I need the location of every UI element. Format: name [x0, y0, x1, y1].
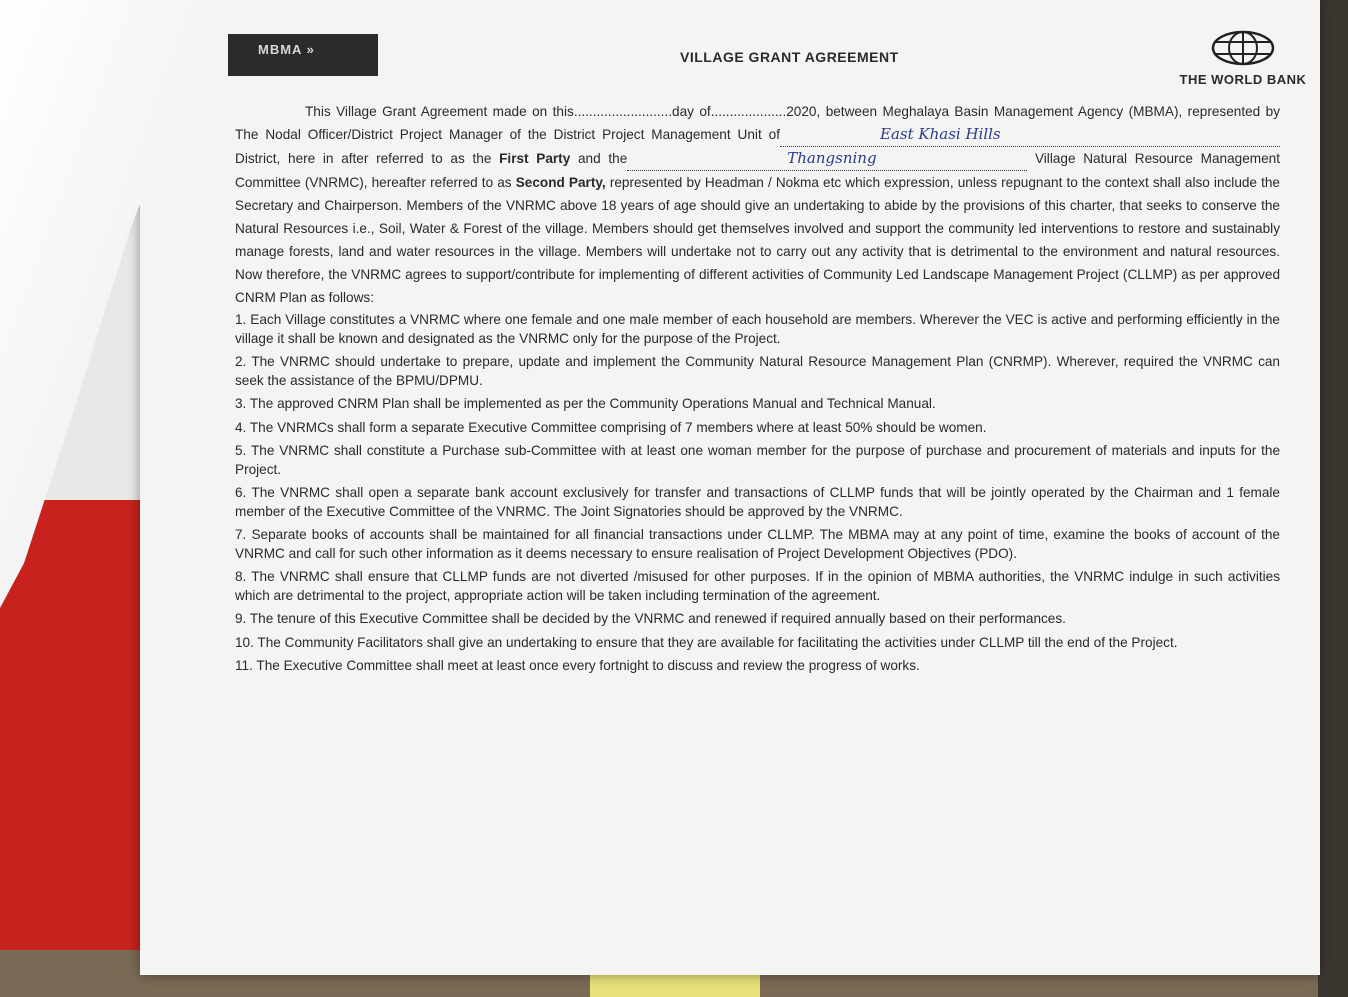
clause-item: 4. The VNRMCs shall form a separate Executive Committee comprising of 7 members where at least 50% should be women. [235, 419, 987, 435]
clause-item: 3. The approved CNRM Plan shall be implemented as per the Community Operations Manual and Technical Manual. [235, 396, 936, 411]
clause-item: 8. The VNRMC shall ensure that CLLMP funds are not diverted /misused for other purposes. If in the opinion of MBMA authorities, the VNRMC indulge in such activities which are detrimental to the project, appropriate action will be taken including termination of the agreement. [235, 569, 1280, 603]
clause-item: 9. The tenure of this Executive Committee shall be decided by the VNRMC and renewed if required annually based on their performances. [235, 611, 1066, 626]
district-fill-line [780, 123, 1280, 147]
first-party-label: First Party [499, 151, 571, 166]
clause-item: 7. Separate books of accounts shall be maintained for all financial transactions under CLLMP. The MBMA may at any point of time, examine the books of account of the VNRMC and call for such other information as it deems necessary to ensure realisation of Project Development Objectives (PDO). [235, 527, 1280, 561]
globe-icon [1208, 30, 1278, 66]
mbma-logo: MBMA » [228, 34, 378, 76]
clause-item: 2. The VNRMC should undertake to prepare, update and implement the Community Natural Resource Management Plan (CNRMP). Wherever, required the VNRMC can seek the assistance of the BPMU/DPMU. [235, 354, 1280, 388]
second-party-label: Second Party, [515, 175, 606, 190]
intro-paragraph: This Village Grant Agreement made on this..........................day of....................2020, between Meghalaya Basin Management Agency (MBMA), represented by The Nodal Officer/District Project Manager of the District Project Management Unit of East Khasi HillsDistrict, here in after referred to as the First Party and the Thangsning Village Natural Resource Management Committee (VNRMC), hereafter referred to as Second Party, represented by Headman / Nokma etc which expression, unless repugnant to the context shall also include the Secretary and Chairperson. Members of the VNRMC above 18 years of age should give an undertaking to abide by the provisions of this charter, that seeks to conserve the Natural Resources i.e., Soil, Water & Forest of the village. Members should get themselves involved and support the community led interventions to restore and sustainably manage forests, land and water resources in the village. Members will undertake not to carry out any activity that is detrimental to the environment and natural resources. Now therefore, the VNRMC agrees to support/contribute for implementing of different activities of Community Led Landscape Management Project (CLLMP) as per approved CNRM Plan as follows: [235, 104, 1281, 305]
village-fill-line [627, 147, 1027, 171]
desk-edge [1318, 0, 1348, 997]
document-page [140, 0, 1320, 975]
clause-item: 11. The Executive Committee shall meet at least once every fortnight to discuss and review the progress of works. [235, 658, 920, 673]
handwritten-district: East Khasi Hills [880, 125, 1001, 143]
clause-item: 6. The VNRMC shall open a separate bank account exclusively for transfer and transactions of CLLMP funds that will be jointly operated by the Chairman and 1 female member of the Executive Committee of the VNRMC. The Joint Signatories should be approved by the VNRMC. [235, 485, 1280, 519]
red-folder [0, 500, 140, 997]
world-bank-name: THE WORLD BANK [1179, 72, 1307, 87]
handwritten-village: Thangsning [787, 149, 877, 167]
clause-item: 1. Each Village constitutes a VNRMC where one female and one male member of each household are members. Wherever the VEC is active and performing efficiently in the village it shall be known and designated as the VNRMC only for the purpose of the Project. [235, 312, 1280, 346]
clause-item: 10. The Community Facilitators shall give an undertaking to ensure that they are available for facilitating the activities under CLLMP till the end of the Project. [235, 634, 1178, 650]
chevron-right-icon: » [301, 42, 315, 57]
world-bank-logo [1153, 30, 1333, 87]
document-title: VILLAGE GRANT AGREEMENT [680, 49, 899, 65]
clause-item: 5. The VNRMC shall constitute a Purchase sub-Committee with at least one woman member for the purpose of purchase and procurement of materials and inputs for the Project. [235, 443, 1280, 477]
clauses-list [235, 311, 1280, 676]
agreement-body [235, 100, 1280, 680]
